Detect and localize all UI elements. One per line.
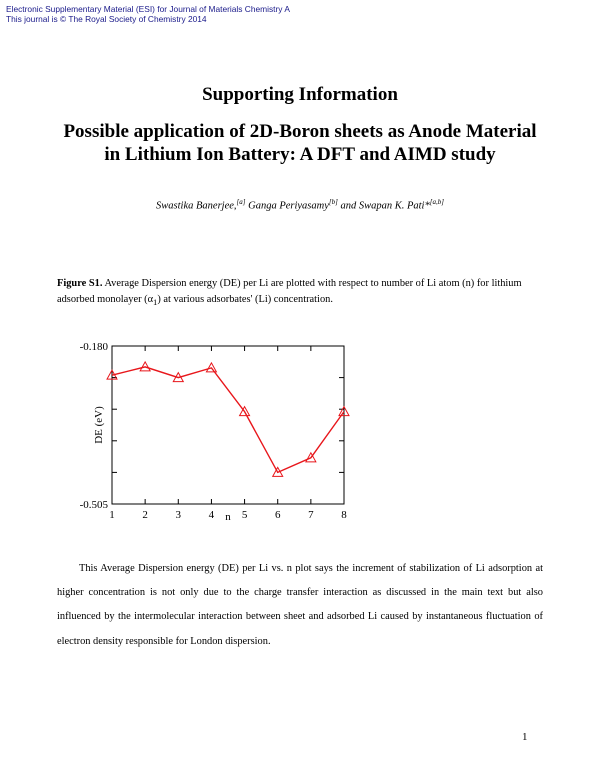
plot-frame (112, 346, 344, 504)
caption-subscript: 1 (153, 297, 158, 308)
x-tick-label: 5 (241, 509, 248, 521)
y-axis-label: DE (eV) (93, 406, 105, 444)
x-axis-label: n (225, 511, 231, 523)
esi-header-line1: Electronic Supplementary Material (ESI) for Journal of Materials Chemistry A (6, 4, 290, 14)
page-number: 1 (522, 731, 528, 743)
x-tick-label: 6 (274, 509, 281, 521)
x-tick-label: 7 (308, 509, 314, 521)
author-1-affiliation: [a] (236, 198, 246, 206)
author-2: Ganga Periyasamy (248, 200, 329, 212)
esi-header-line2: This journal is © The Royal Society of Chemistry 2014 (6, 14, 207, 24)
body-paragraph: This Average Dispersion energy (DE) per Li vs. n plot says the increment of stabilization of Li adsorption at higher concentration is not only due to the charge transfer interaction as discussed in the main text but also influenced by the intermolecular interaction between sheet and adsorbed Li caused by instantaneous fluctuation of electron density responsible for London dispersion. (57, 563, 543, 647)
caption-text-1: Average Dispersion energy (DE) per Li are plotted with respect to number of Li atom (n) for lithium adsorbed monolayer (α (57, 278, 522, 305)
y-tick-label-bottom: -0.505 (79, 499, 108, 511)
author-3-affiliation: [a,b] (429, 198, 444, 206)
caption-text-2: ) at various adsorbates' (Li) concentration. (157, 294, 333, 305)
x-tick-label: 2 (142, 509, 148, 521)
x-tick-label: 3 (175, 509, 182, 521)
author-3: and Swapan K. Pati* (340, 200, 430, 212)
paper-title: Possible application of 2D-Boron sheets as Anode Material in Lithium Ion Battery: A DFT and AIMD study (63, 121, 537, 165)
x-tick-label: 4 (208, 509, 215, 521)
x-tick-label: 1 (109, 509, 115, 521)
figure-label: Figure S1. (57, 278, 103, 289)
y-tick-label-top: -0.180 (79, 341, 108, 353)
author-2-affiliation: [b] (328, 198, 338, 206)
author-1: Swastika Banerjee, (156, 200, 237, 212)
supporting-information-heading: Supporting Information (202, 84, 398, 105)
x-tick-label: 8 (341, 509, 347, 521)
